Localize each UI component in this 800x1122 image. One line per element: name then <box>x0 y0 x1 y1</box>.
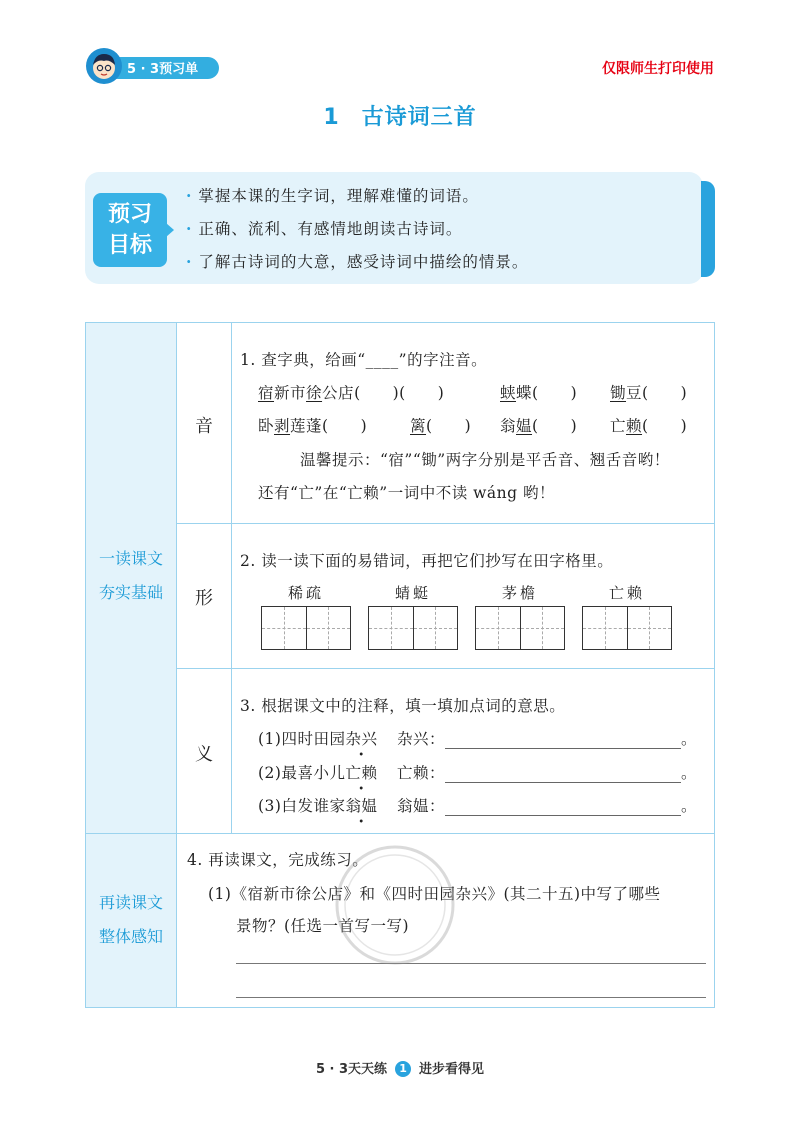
writing-line[interactable] <box>236 963 706 964</box>
row-label-sound: 音 <box>195 416 213 437</box>
q1-item: 宿新市徐公店( )( ) <box>258 384 445 402</box>
bullet-icon: · <box>186 186 193 205</box>
writing-line[interactable] <box>236 997 706 998</box>
tianzige-word-group <box>260 582 352 650</box>
tianzige-word: 茅檐 <box>501 584 538 602</box>
objective-item: · 正确、流利、有感情地朗读古诗词。 <box>186 219 463 238</box>
tianzige-grid[interactable] <box>582 606 672 650</box>
q1-tip-line2: 还有“亡”在“亡赖”一词中不读 wáng 哟！ <box>258 484 555 502</box>
bullet-icon: · <box>186 219 193 238</box>
tianzige-word-group <box>367 582 459 650</box>
footer-left: 5 · 3天天练 <box>315 1062 388 1077</box>
objectives-panel-tab <box>701 181 715 277</box>
q1-item: 翁媪( ) <box>500 417 578 435</box>
tianzige-word-group <box>474 582 566 650</box>
lesson-number: 1 <box>323 105 340 130</box>
objectives-badge <box>93 193 167 267</box>
student-avatar-icon <box>85 47 123 85</box>
answer-line[interactable] <box>445 732 681 749</box>
tianzige-grid[interactable] <box>475 606 565 650</box>
q4-prompt: 4. 再读课文，完成练习。 <box>187 851 369 869</box>
q3-item: (1)四时田园杂兴 杂兴： 。 <box>258 730 697 748</box>
tianzige-grid[interactable] <box>368 606 458 650</box>
objectives-badge-line1: 预习 <box>107 202 152 227</box>
q2-prompt: 2. 读一读下面的易错词，再把它们抄写在田字格里。 <box>240 552 614 570</box>
q4-sub1-line1: (1)《宿新市徐公店》和《四时田园杂兴》(其二十五)中写了哪些 <box>208 885 661 903</box>
print-usage-note: 仅限师生打印使用 <box>602 61 714 77</box>
q1-item: 卧剥莲蓬( ) <box>258 417 368 435</box>
row-label-shape: 形 <box>195 588 213 609</box>
row-divider <box>176 668 714 669</box>
section1-label-line2: 夯实基础 <box>98 583 163 602</box>
q1-tip-line1: 温馨提示：“宿”“锄”两字分别是平舌音、翘舌音哟！ <box>300 451 670 469</box>
column-divider <box>231 323 232 833</box>
lesson-title <box>0 100 800 131</box>
row-label-meaning: 义 <box>195 744 213 765</box>
objective-item: · 了解古诗词的大意，感受诗词中描绘的情景。 <box>186 252 529 271</box>
tianzige-word: 稀疏 <box>287 584 324 602</box>
q4-sub1-line2: 景物？(任选一首写一写) <box>236 917 410 935</box>
objective-item: · 掌握本课的生字词，理解难懂的词语。 <box>186 186 479 205</box>
q3-item: (3)白发谁家翁媪 翁媪： 。 <box>258 797 697 815</box>
q1-item: 亡赖( ) <box>610 417 688 435</box>
q3-item: (2)最喜小儿亡赖 亡赖： 。 <box>258 764 697 782</box>
section2-sidebar <box>86 833 177 1007</box>
bullet-icon: · <box>186 252 193 271</box>
objectives-list <box>186 184 528 283</box>
section-divider <box>86 833 714 834</box>
answer-line[interactable] <box>445 799 681 816</box>
page-footer <box>0 1058 800 1077</box>
q1-item: 蛱蝶( ) <box>500 384 578 402</box>
q1-prompt: 1. 查字典，给画“____”的字注音。 <box>240 351 488 369</box>
page-number-badge: 1 <box>395 1061 411 1077</box>
section1-sidebar <box>86 323 177 833</box>
tianzige-word: 亡赖 <box>608 584 645 602</box>
footer-right: 进步看得见 <box>419 1062 485 1077</box>
tianzige-word: 蜻蜓 <box>394 584 431 602</box>
lesson-title-text: 古诗词三首 <box>361 105 477 130</box>
answer-line[interactable] <box>445 766 681 783</box>
section2-label-line2: 整体感知 <box>98 927 163 946</box>
row-divider <box>176 523 714 524</box>
tianzige-word-group <box>581 582 673 650</box>
objectives-badge-line2: 目标 <box>107 233 152 258</box>
q3-prompt: 3. 根据课文中的注释，填一填加点词的意思。 <box>240 697 566 715</box>
tianzige-grid[interactable] <box>261 606 351 650</box>
brand-label: 5 · 3预习单 <box>127 62 199 77</box>
q1-item: 锄豆( ) <box>610 384 688 402</box>
section1-label-line1: 一读课文 <box>98 549 163 568</box>
section2-label-line1: 再读课文 <box>98 893 163 912</box>
q1-item: 篱( ) <box>410 417 472 435</box>
